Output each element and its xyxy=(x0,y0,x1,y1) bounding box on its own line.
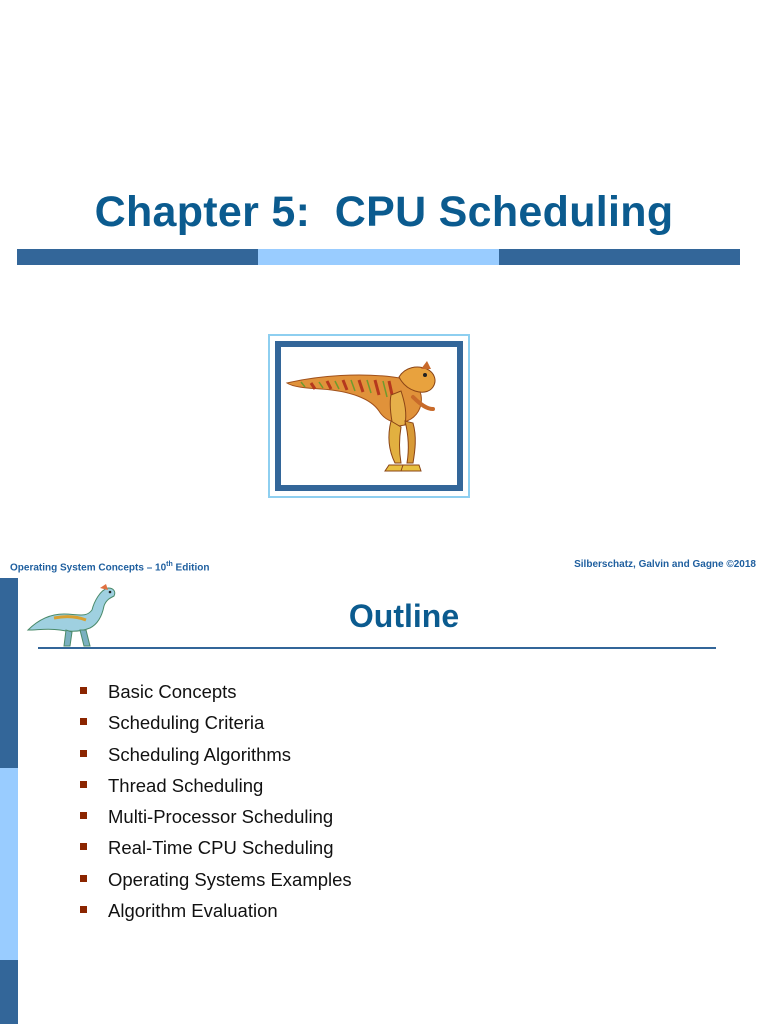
dinosaur-frame xyxy=(268,334,470,498)
square-bullet-icon xyxy=(80,843,87,850)
square-bullet-icon xyxy=(80,812,87,819)
square-bullet-icon xyxy=(80,875,87,882)
dinosaur-illustration-icon xyxy=(281,347,457,483)
outline-title: Outline xyxy=(348,598,460,634)
footer-edition: Operating System Concepts – 10th Edition xyxy=(10,561,210,574)
square-bullet-icon xyxy=(80,781,87,788)
square-bullet-icon xyxy=(80,718,87,725)
square-bullet-icon xyxy=(80,687,87,694)
title-underline xyxy=(38,647,716,649)
square-bullet-icon xyxy=(80,906,87,913)
sidebar-light-middle xyxy=(0,768,18,960)
title-bar-left xyxy=(17,249,258,265)
square-bullet-icon xyxy=(80,750,87,757)
title-bar-right xyxy=(499,249,740,265)
footer-authors: Silberschatz, Galvin and Gagne ©2018 xyxy=(574,559,756,570)
title-bar-middle xyxy=(258,249,499,265)
sidebar-dark-bottom xyxy=(0,960,18,1024)
slide-title: Chapter 5: CPU Scheduling xyxy=(94,188,674,236)
outline-slide: Outline Basic Concepts Scheduling Criteria Scheduling Algorithms Thread Scheduling Multi-Processor Scheduling Real-Time CPU Scheduling Operating Systems Examples Algorithm Evaluation xyxy=(0,578,768,1024)
